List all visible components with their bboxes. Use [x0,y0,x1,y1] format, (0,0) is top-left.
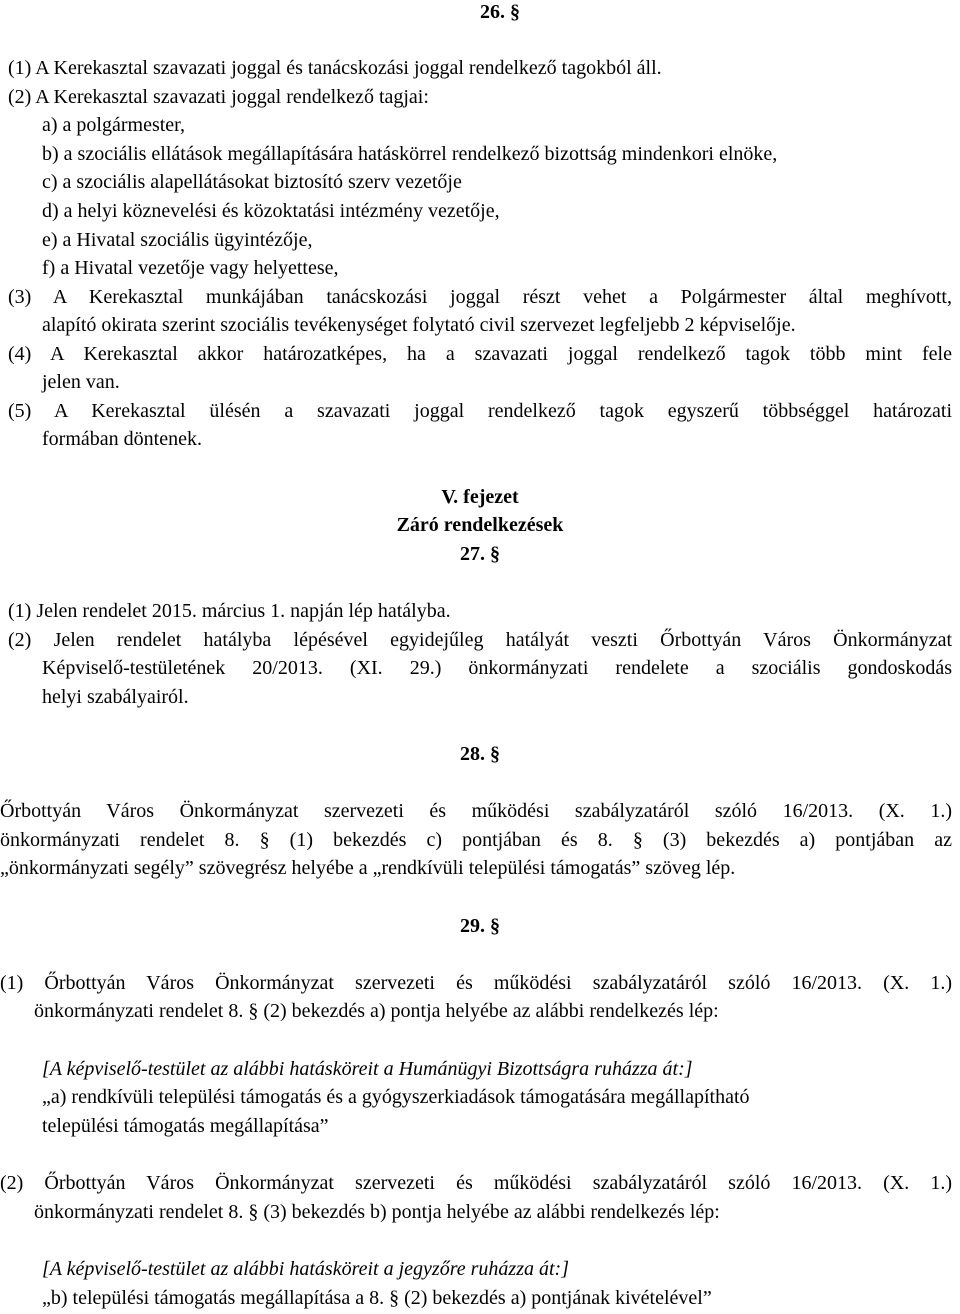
s26-paragraph-4-line-1: (4) A Kerekasztal akkor határozatképes, ha a szavazati joggal rendelkező tagok több mint fele [8,343,952,365]
s29-paragraph-2-line-1: (2) Őrbottyán Város Önkormányzat szervezeti és működési szabályzatáról szóló 16/2013. (X. 1.) [0,1172,952,1194]
chapter-number: V. fejezet [441,486,519,508]
s27-paragraph-2-line-1: (2) Jelen rendelet hatályba lépésével egyidejűleg hatályát veszti Őrbottyán Város Önkormányzat [8,629,952,651]
section-29-heading: 29. § [460,915,500,937]
list-item: d) a helyi köznevelési és közoktatási intézmény vezetője, [42,200,500,222]
section-26-heading: 26. § [480,1,520,23]
s28-line-1: Őrbottyán Város Önkormányzat szervezeti és működési szabályzatáról szóló 16/2013. (X. 1.) [0,800,952,822]
s27-paragraph-2-line-2: Képviselő-testületének 20/2013. (XI. 29.) önkormányzati rendelete a szociális gondoskodás [42,657,952,679]
s29-paragraph-1-quote-line-1: „a) rendkívüli települési támogatás és a gyógyszerkiadások támogatására megállapítható [42,1086,750,1108]
list-item: e) a Hivatal szociális ügyintézője, [42,229,313,251]
s28-line-2: önkormányzati rendelet 8. § (1) bekezdés c) pontjában és 8. § (3) bekezdés a) pontjában az [0,829,952,851]
list-item: b) a szociális ellátások megállapítására hatáskörrel rendelkező bizottság mindenkori elnöke, [42,143,778,165]
s26-paragraph-5-line-2: formában döntenek. [42,428,202,450]
list-item: f) a Hivatal vezetője vagy helyettese, [42,257,339,279]
s26-paragraph-5-line-1: (5) A Kerekasztal ülésén a szavazati joggal rendelkező tagok egyszerű többséggel határozati [8,400,952,422]
s26-paragraph-4-line-2: jelen van. [42,371,120,393]
s29-paragraph-1-line-2: önkormányzati rendelet 8. § (2) bekezdés a) pontja helyébe az alábbi rendelkezés lép: [34,1000,719,1022]
s26-paragraph-3-line-2: alapító okirata szerint szociális tevékenységet folytató civil szervezet legfeljebb 2 képviselője. [42,314,796,336]
s27-paragraph-2-line-3: helyi szabályairól. [42,686,189,708]
s26-paragraph-1: (1) A Kerekasztal szavazati joggal és tanácskozási joggal rendelkező tagokból áll. [8,57,662,79]
s29-paragraph-1-quote-line-2: települési támogatás megállapítása” [42,1115,329,1137]
s29-paragraph-1-line-1: (1) Őrbottyán Város Önkormányzat szervezeti és működési szabályzatáról szóló 16/2013. (X. 1.) [0,972,952,994]
chapter-title: Záró rendelkezések [396,514,564,536]
s29-paragraph-1-intro: [A képviselő-testület az alábbi hatásköreit a Humánügyi Bizottságra ruházza át:] [42,1058,693,1080]
s28-line-3: „önkormányzati segély” szövegrész helyébe a „rendkívüli települési támogatás” szöveg lép. [0,857,736,879]
section-28-heading: 28. § [460,743,500,765]
list-item: a) a polgármester, [42,114,186,136]
s29-paragraph-2-intro: [A képviselő-testület az alábbi hatásköreit a jegyzőre ruházza át:] [42,1258,569,1280]
s27-paragraph-1: (1) Jelen rendelet 2015. március 1. napján lép hatályba. [8,600,451,622]
section-27-heading: 27. § [460,543,500,565]
s29-paragraph-2-quote: „b) települési támogatás megállapítása a 8. § (2) bekezdés a) pontjának kivételével” [42,1287,712,1309]
list-item: c) a szociális alapellátásokat biztosító szerv vezetője [42,171,462,193]
s26-paragraph-2: (2) A Kerekasztal szavazati joggal rendelkező tagjai: [8,86,429,108]
s29-paragraph-2-line-2: önkormányzati rendelet 8. § (3) bekezdés b) pontja helyébe az alábbi rendelkezés lép: [34,1201,720,1223]
s26-paragraph-3-line-1: (3) A Kerekasztal munkájában tanácskozási joggal részt vehet a Polgármester által meghívott, [8,286,952,308]
